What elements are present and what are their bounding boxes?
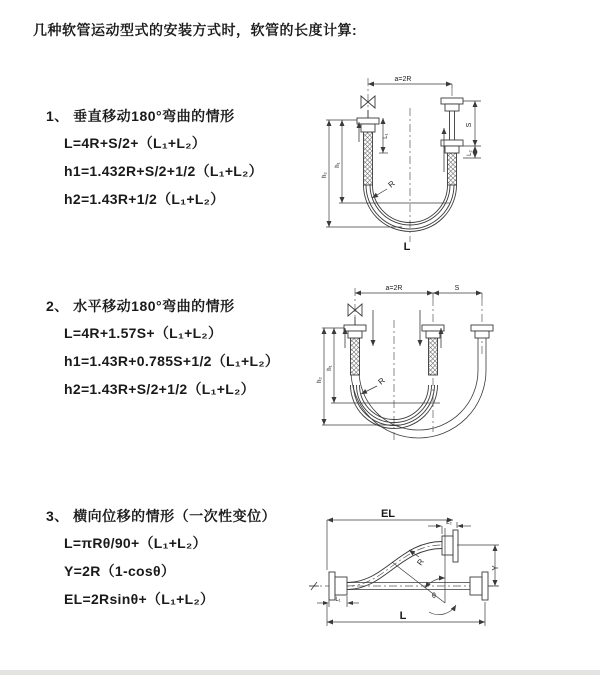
radius-label: R xyxy=(386,178,397,190)
angle-label: θ xyxy=(432,593,436,600)
braided-hose-left xyxy=(364,132,373,185)
dim-label-l1: L₁ xyxy=(383,133,389,139)
section-lateral-displacement xyxy=(46,506,316,616)
radius-label: R xyxy=(415,557,426,568)
dim-label-h2: h₂ xyxy=(322,172,328,178)
length-label: L xyxy=(403,241,411,253)
formula-length: L=4R+S/2+（L₁+L₂） xyxy=(64,135,207,151)
dim-label-a2r: a=2R xyxy=(394,76,412,83)
formula-h2: h2=1.43R+1/2（L₁+L₂） xyxy=(64,191,225,207)
diagram-horizontal-180-bend xyxy=(300,280,590,450)
dim-label-a2r: a=2R xyxy=(385,285,403,292)
dim-label-s: S xyxy=(466,122,473,128)
page-title: 几种软管运动型式的安装方式时，软管的长度计算: xyxy=(33,22,358,38)
flange-right-original xyxy=(470,572,488,600)
dimension-lines xyxy=(322,293,482,425)
dim-label-h2: h₂ xyxy=(317,377,323,383)
hose-displaced-position xyxy=(351,338,486,438)
dim-label-l2: L₂ xyxy=(467,150,473,156)
formula-y: Y=2R（1-cosθ） xyxy=(64,563,176,579)
formula-length: L=πRθ/90+（L₁+L₂） xyxy=(64,535,207,551)
section-3-heading: 3、 横向位移的情形（一次性变位） xyxy=(46,508,277,524)
flange-left xyxy=(344,317,366,338)
radius-label: R xyxy=(376,375,387,387)
formula-h2: h2=1.43R+S/2+1/2（L₁+L₂） xyxy=(64,381,255,397)
flange-right-displaced xyxy=(471,325,493,338)
dim-label-el: EL xyxy=(380,508,396,520)
formula-h1: h1=1.43R+0.785S+1/2（L₁+L₂） xyxy=(64,353,280,369)
diagram-vertical-180-bend xyxy=(300,70,590,255)
dim-label-y: Y xyxy=(491,565,500,571)
flange-left xyxy=(329,572,347,600)
dim-label-l2: L₂ xyxy=(446,520,452,526)
section-horizontal-movement xyxy=(46,296,316,406)
length-label: L xyxy=(399,610,407,622)
braided-hose-left xyxy=(351,338,360,375)
braided-hose-right xyxy=(448,153,457,185)
formula-el: EL=2Rsinθ+（L₁+L₂） xyxy=(64,591,215,607)
formula-length: L=4R+1.57S+（L₁+L₂） xyxy=(64,325,223,341)
section-2-heading: 2、 水平移动180°弯曲的情形 xyxy=(46,298,235,314)
pipe-break-mark xyxy=(309,582,319,590)
section-vertical-movement xyxy=(46,106,316,216)
section-1-heading: 1、 垂直移动180°弯曲的情形 xyxy=(46,108,235,124)
page-bottom-edge xyxy=(0,670,600,675)
flange-left xyxy=(357,110,379,132)
formula-h1: h1=1.432R+S/2+1/2（L₁+L₂） xyxy=(64,163,263,179)
dim-label-l1: L₁ xyxy=(335,597,341,603)
dim-label-s: S xyxy=(454,285,460,292)
dimension-lines xyxy=(317,520,499,626)
braided-hose-middle xyxy=(429,338,438,375)
dim-label-h1: h₁ xyxy=(327,365,333,371)
flange-upper-displaced xyxy=(442,530,458,562)
dim-label-h1: h₁ xyxy=(335,162,341,168)
diagram-lateral-displacement xyxy=(295,500,600,645)
